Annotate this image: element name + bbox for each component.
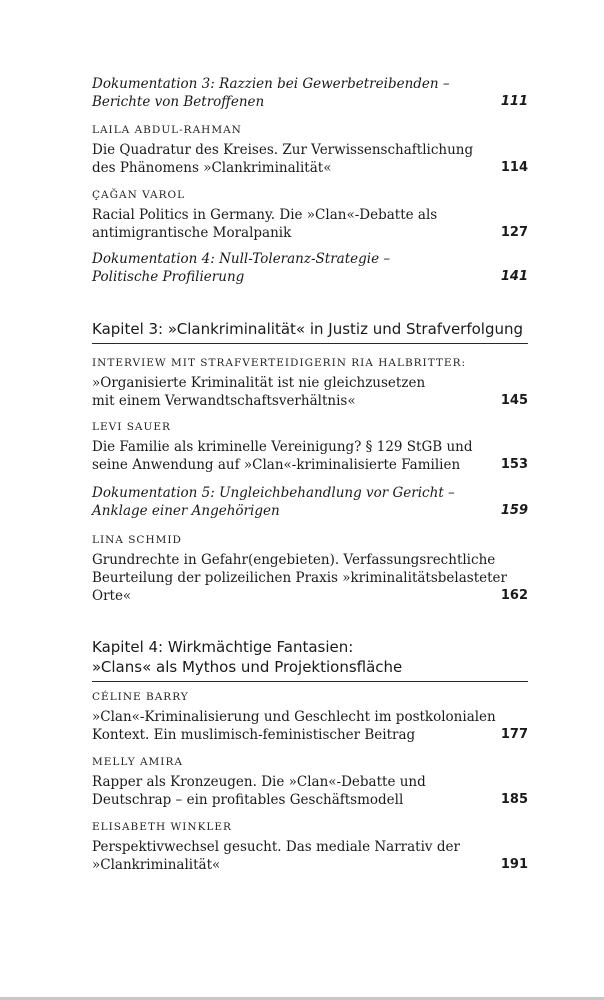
entry-title-line: seine Anwendung auf »Clan«-kriminalisierte Familien 153: [92, 457, 528, 473]
entry-title-line: Berichte von Betroffenen 111: [92, 94, 528, 110]
entry-title-line: antimigrantische Moralpanik 127: [92, 225, 528, 241]
page-number: 177: [500, 727, 528, 742]
page-number: 145: [500, 393, 528, 408]
toc-entry: [92, 420, 528, 474]
page-number: 141: [500, 269, 528, 284]
page-number: 162: [500, 588, 528, 603]
toc-entry: [92, 755, 528, 809]
toc-entry: [92, 123, 528, 177]
entry-title-line: Die Quadratur des Kreises. Zur Verwissenschaftlichung: [92, 142, 474, 158]
entry-title-line: Deutschrap – ein profitables Geschäftsmodell 185: [92, 792, 528, 808]
entry-title-line: mit einem Verwandtschaftsverhältnis« 145: [92, 393, 528, 409]
chapter-heading-4: [92, 637, 528, 682]
chapter-title-line: Kapitel 4: Wirkmächtige Fantasien:: [92, 638, 354, 656]
toc-entry: [92, 690, 528, 744]
entry-author: CÉLINE BARRY: [92, 691, 189, 703]
entry-title-line: Grundrechte in Gefahr(engebieten). Verfassungsrechtliche: [92, 552, 496, 568]
toc-entry: [92, 188, 528, 242]
entry-author: ELISABETH WINKLER: [92, 821, 232, 833]
entry-title-line: »Clankriminalität« 191: [92, 857, 528, 873]
entry-title-line: Rapper als Kronzeugen. Die »Clan«-Debatte und: [92, 774, 426, 790]
entry-author: LEVI SAUER: [92, 421, 171, 433]
toc-entry-documentation-4: [92, 250, 528, 286]
entry-author: MELLY AMIRA: [92, 756, 183, 768]
entry-title-line: Die Familie als kriminelle Vereinigung? § 129 StGB und: [92, 439, 473, 455]
page-number: 191: [500, 857, 528, 872]
chapter-title-line: »Clans« als Mythos und Projektionsfläche: [92, 658, 403, 676]
entry-title-line: des Phänomens »Clankriminalität« 114: [92, 160, 528, 176]
page-number: 111: [500, 94, 528, 109]
entry-title-line: »Clan«-Kriminalisierung und Geschlecht im postkolonialen: [92, 709, 496, 725]
entry-title-line: Racial Politics in Germany. Die »Clan«-Debatte als: [92, 207, 438, 223]
toc-entry: [92, 820, 528, 874]
entry-author: ÇAĞAN VAROL: [92, 189, 186, 201]
page-number: 159: [500, 503, 528, 518]
entry-title-line: Dokumentation 3: Razzien bei Gewerbetreibenden –: [92, 76, 450, 92]
entry-title-line: Beurteilung der polizeilichen Praxis »kriminalitätsbelasteter: [92, 570, 507, 586]
chapter-heading-3: [92, 319, 528, 344]
page-number: 153: [500, 457, 528, 472]
page-number: 127: [500, 225, 528, 240]
toc-entry-documentation-3: [92, 75, 528, 111]
chapter-title-line: Kapitel 3: »Clankriminalität« in Justiz und Strafverfolgung: [92, 320, 524, 338]
entry-title-line: Orte« 162: [92, 588, 528, 604]
entry-title-line: Anklage einer Angehörigen 159: [92, 503, 528, 519]
page-number: 185: [500, 792, 528, 807]
entry-author: INTERVIEW MIT STRAFVERTEIDIGERIN RIA HALBRITTER:: [92, 357, 467, 369]
toc-entry: [92, 533, 528, 605]
page-number: 114: [500, 160, 528, 175]
entry-title-line: Dokumentation 4: Null-Toleranz-Strategie –: [92, 251, 391, 267]
entry-title-line: »Organisierte Kriminalität ist nie gleichzusetzen: [92, 375, 426, 391]
entry-title-line: Dokumentation 5: Ungleichbehandlung vor Gericht –: [92, 485, 455, 501]
entry-title-line: Politische Profilierung 141: [92, 269, 528, 285]
toc-entry-documentation-5: [92, 484, 528, 520]
toc-entry-interview: [92, 356, 528, 410]
entry-author: LINA SCHMID: [92, 534, 182, 546]
entry-title-line: Perspektivwechsel gesucht. Das mediale Narrativ der: [92, 839, 460, 855]
entry-author: LAILA ABDUL-RAHMAN: [92, 124, 242, 136]
entry-title-line: Kontext. Ein muslimisch-feministischer Beitrag 177: [92, 727, 528, 743]
